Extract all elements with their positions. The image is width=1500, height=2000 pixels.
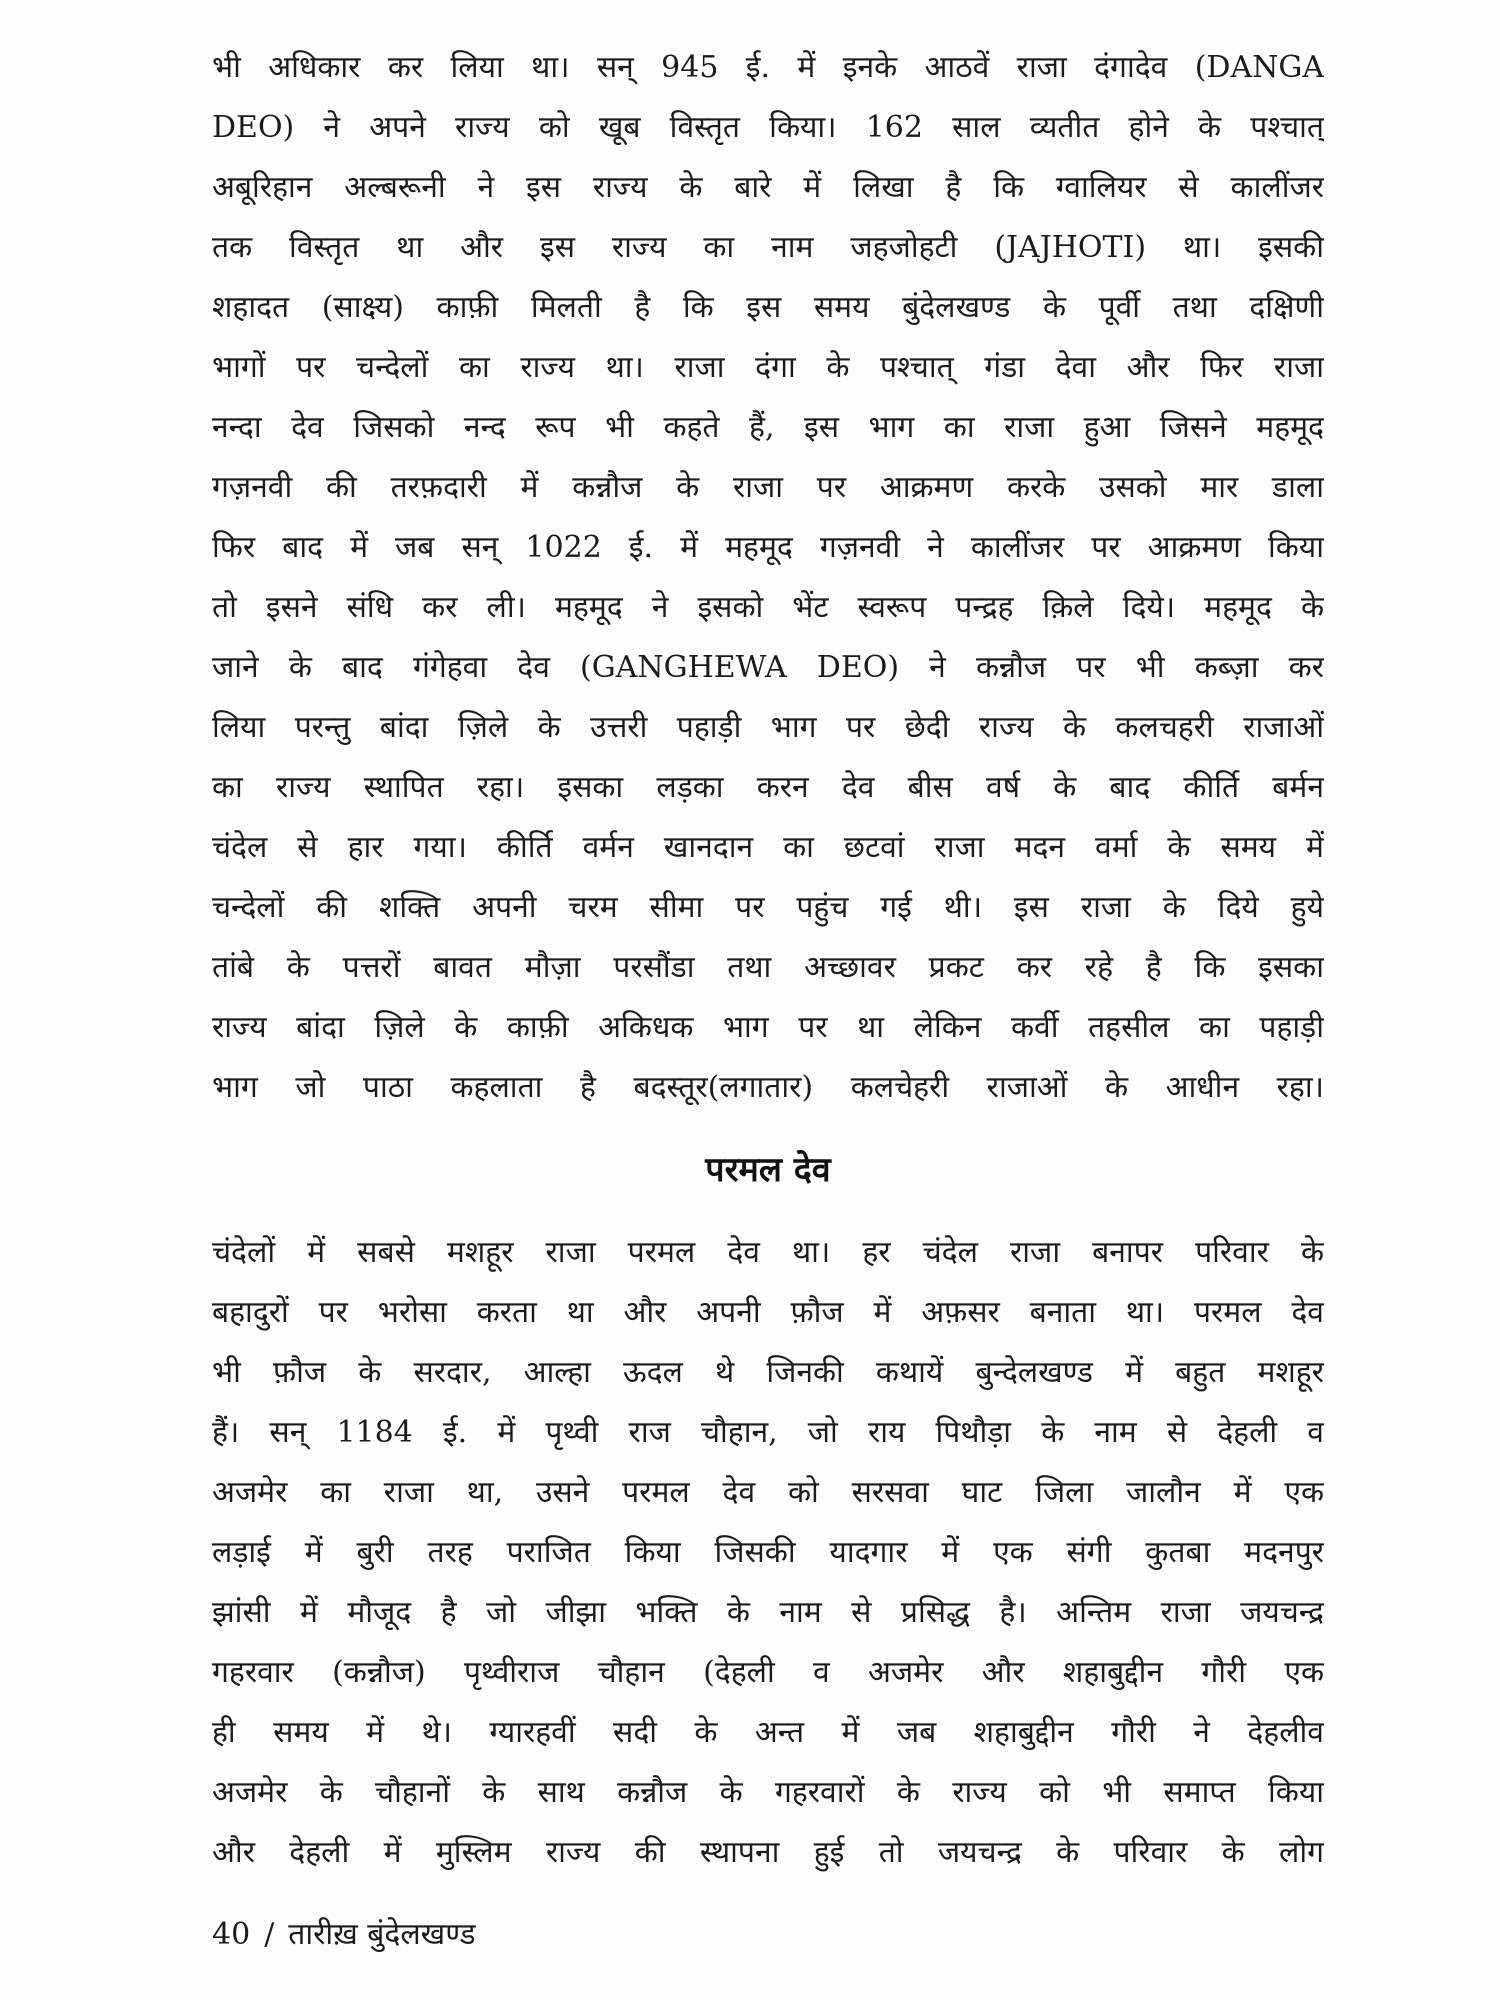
text-line: भागों पर चन्देलों का राज्य था। राजा दंगा के पश्चात् गंडा देवा और फिर राजा [212,350,1324,385]
paragraph-1 [212,38,1324,1118]
text-line: शहादत (साक्ष्य) काफ़ी मिलती है कि इस समय बुंदेलखण्ड के पूर्वी तथा दक्षिणी [212,290,1324,325]
text-line: गहरवार (कन्नौज) पृथ्वीराज चौहान (देहली व अजमेर और शहाबुद्दीन गौरी एक [212,1655,1324,1690]
footer-separator: / [264,1917,275,1952]
paragraph-2 [212,1223,1324,1883]
text-line: DEO) ने अपने राज्य को खूब विस्तृत किया। 162 साल व्यतीत होने के पश्चात् [212,110,1324,145]
text-line: ही समय में थे। ग्यारहवीं सदी के अन्त में जब शहाबुद्दीन गौरी ने देहलीव [212,1715,1324,1750]
text-line: भी फ़ौज के सरदार, आल्हा ऊदल थे जिनकी कथायें बुन्देलखण्ड में बहुत मशहूर [212,1355,1324,1390]
book-title: तारीख़ बुंदेलखण्ड [288,1917,476,1952]
text-line: लड़ाई में बुरी तरह पराजित किया जिसकी यादगार में एक संगी कुतबा मदनपुर [212,1535,1324,1570]
text-line: चंदेल से हार गया। कीर्ति वर्मन खानदान का छटवां राजा मदन वर्मा के समय में [212,830,1324,865]
text-line: भाग जो पाठा कहलाता है बदस्तूर(लगातार) कलचेहरी राजाओं के आधीन रहा। [212,1070,1324,1105]
text-line: नन्दा देव जिसको नन्द रूप भी कहते हैं, इस भाग का राजा हुआ जिसने महमूद [212,410,1324,445]
text-line: और देहली में मुस्लिम राज्य की स्थापना हुई तो जयचन्द्र के परिवार के लोग [212,1835,1324,1870]
text-line: तांबे के पत्तरों बावत मौज़ा परसौंडा तथा अच्छावर प्रकट कर रहे है कि इसका [212,950,1324,985]
text-line: जाने के बाद गंगेहवा देव (GANGHEWA DEO) ने कन्नौज पर भी कब्ज़ा कर [212,650,1324,685]
text-line: अजमेर का राजा था, उसने परमल देव को सरसवा घाट जिला जालौन में एक [212,1475,1324,1510]
text-line: अबूरिहान अल्बरूनी ने इस राज्य के बारे में लिखा है कि ग्वालियर से कालींजर [212,170,1324,205]
text-line: झांसी में मौजूद है जो जीझा भक्ति के नाम से प्रसिद्ध है। अन्तिम राजा जयचन्द्र [212,1595,1324,1630]
text-line: गज़नवी की तरफ़दारी में कन्नौज के राजा पर आक्रमण करके उसको मार डाला [212,470,1324,505]
text-line: लिया परन्तु बांदा ज़िले के उत्तरी पहाड़ी भाग पर छेदी राज्य के कलचहरी राजाओं [212,710,1324,745]
text-line: चन्देलों की शक्ति अपनी चरम सीमा पर पहुंच गई थी। इस राजा के दिये हुये [212,890,1324,925]
text-line: का राज्य स्थापित रहा। इसका लड़का करन देव बीस वर्ष के बाद कीर्ति बर्मन [212,770,1324,805]
text-line: बहादुरों पर भरोसा करता था और अपनी फ़ौज में अफ़सर बनाता था। परमल देव [212,1295,1324,1330]
text-line: तक विस्तृत था और इस राज्य का नाम जहजोहटी (JAJHOTI) था। इसकी [212,230,1324,265]
page-number: 40 [212,1917,251,1952]
page-footer [212,1910,476,1960]
section-heading: परमल देव [705,1150,831,1190]
text-line: हैं। सन् 1184 ई. में पृथ्वी राज चौहान, जो राय पिथौड़ा के नाम से देहली व [212,1415,1324,1450]
text-line: भी अधिकार कर लिया था। सन् 945 ई. में इनके आठवें राजा दंगादेव (DANGA [212,50,1324,85]
text-line: फिर बाद में जब सन् 1022 ई. में महमूद गज़नवी ने कालींजर पर आक्रमण किया [212,530,1324,565]
text-line: तो इसने संधि कर ली। महमूद ने इसको भेंट स्वरूप पन्द्रह क़िले दिये। महमूद के [212,590,1324,625]
text-line: अजमेर के चौहानों के साथ कन्नौज के गहरवारों के राज्य को भी समाप्त किया [212,1775,1324,1810]
text-line: चंदेलों में सबसे मशहूर राजा परमल देव था। हर चंदेल राजा बनापर परिवार के [212,1235,1324,1270]
text-line: राज्य बांदा ज़िले के काफ़ी अकिधक भाग पर था लेकिन कर्वी तहसील का पहाड़ी [212,1010,1324,1045]
